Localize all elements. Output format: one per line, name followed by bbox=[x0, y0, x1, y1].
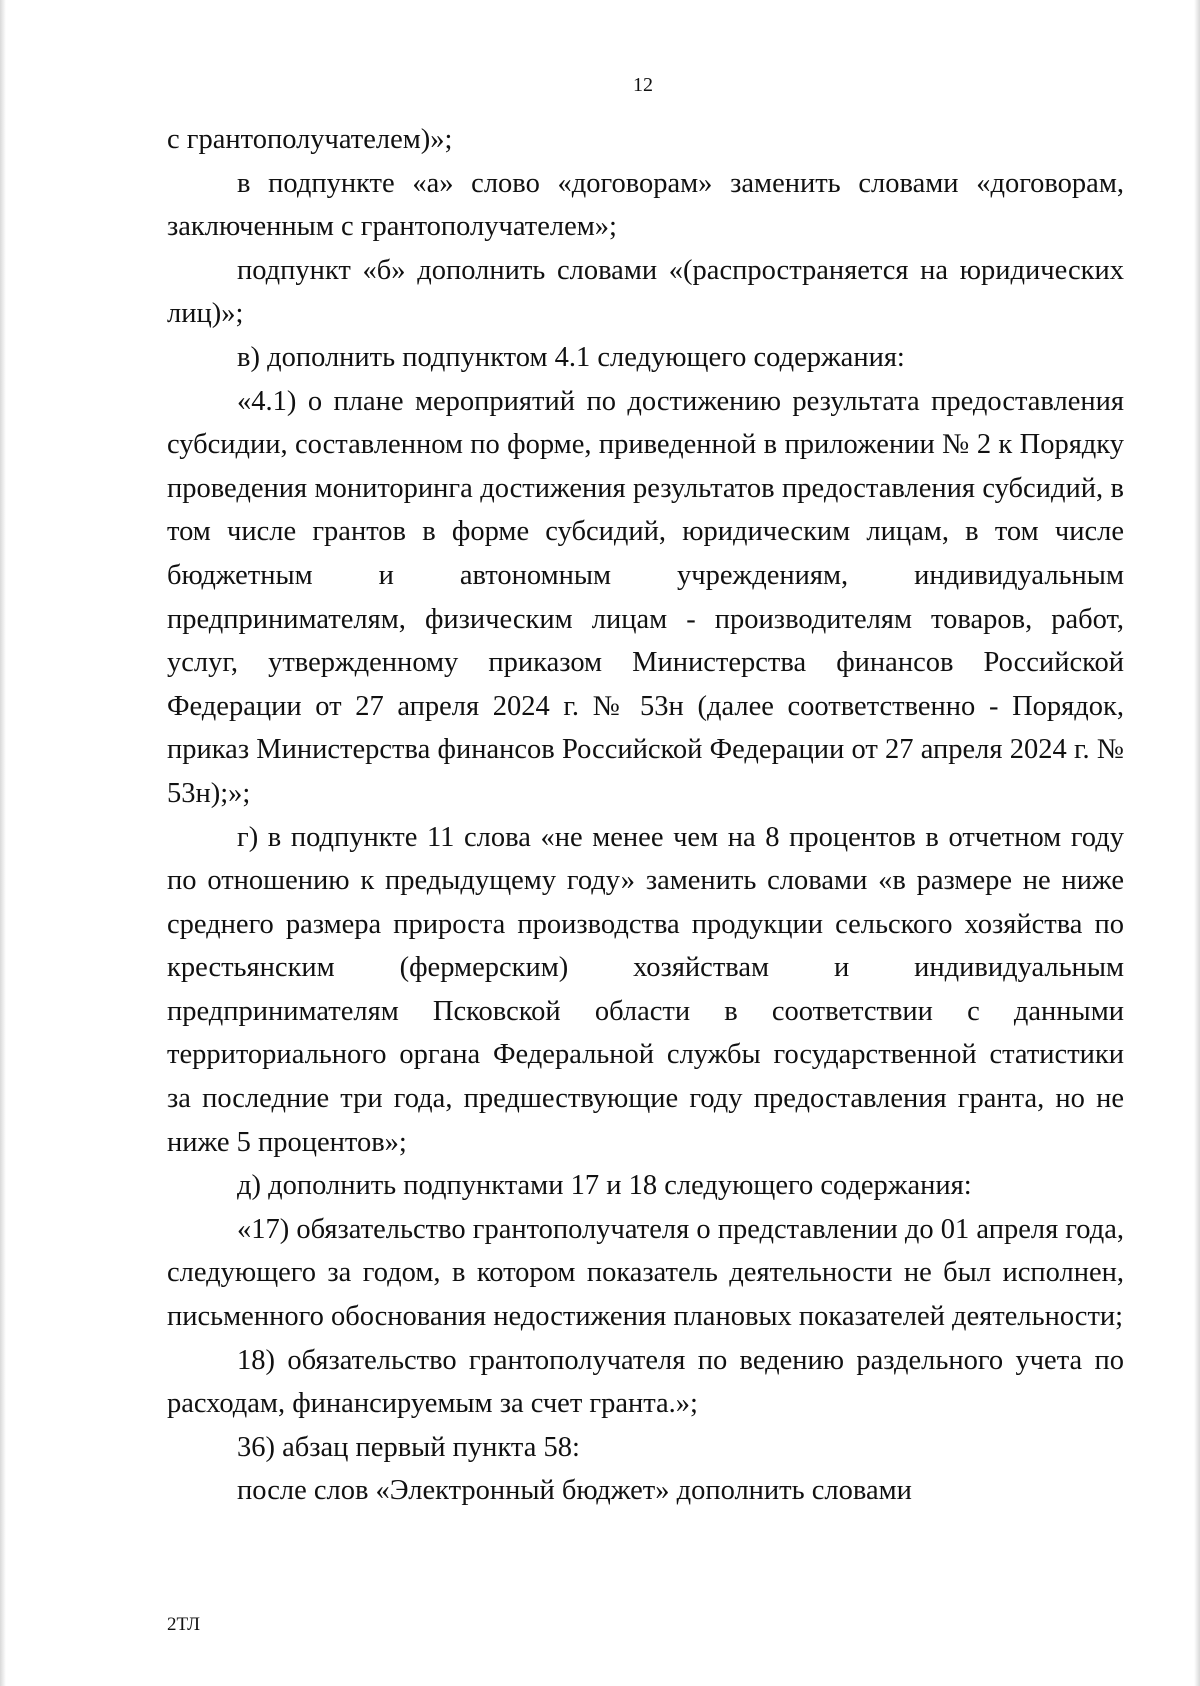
footer-code: 2ТЛ bbox=[167, 1614, 201, 1635]
paragraph: 36) абзац первый пункта 58: bbox=[237, 1431, 580, 1463]
paragraph: после слов «Электронный бюджет» дополнить словами bbox=[237, 1475, 912, 1507]
paragraph: подпункт «б» дополнить словами «(распространяется на юридических лиц)»; bbox=[167, 254, 1124, 330]
paragraph: д) дополнить подпунктами 17 и 18 следующего содержания: bbox=[237, 1170, 972, 1202]
paragraph: в) дополнить подпунктом 4.1 следующего содержания: bbox=[237, 341, 905, 373]
scan-edge-left bbox=[0, 0, 6, 1686]
paragraph: с грантополучателем)»; bbox=[167, 124, 453, 155]
paragraph: в подпункте «а» слово «договорам» заменить словами «договорам, заключенным с грантополучателем»; bbox=[167, 167, 1124, 243]
page-number: 12 bbox=[633, 74, 653, 96]
scan-edge-right bbox=[1194, 0, 1200, 1686]
paragraph: «17) обязательство грантополучателя о представлении до 01 апреля года, следующего за годом, в котором показатель деятельности не был исполнен, письменного обоснования недостижения плановых показателей деятельности; bbox=[167, 1213, 1124, 1333]
document-body bbox=[167, 118, 1124, 1513]
paragraph: «4.1) о плане мероприятий по достижению результата предоставления субсидии, составленном по форме, приведенной в приложении № 2 к Порядку проведения мониторинга достижения результатов предоставления субсидий, в том числе грантов в форме субсидий, юридическим лицам, в том числе бюджетным и автономным учреждениям, индивидуальным предпринимателям, физическим лицам - производителям товаров, работ, услуг, утвержденному приказом Министерства финансов Российской Федерации от 27 апреля 2024 г. № 53н (далее соответственно - Порядок, приказ Министерства финансов Российской Федерации от 27 апреля 2024 г. № 53н);»; bbox=[167, 385, 1124, 809]
paragraph: 18) обязательство грантополучателя по ведению раздельного учета по расходам, финансируемым за счет гранта.»; bbox=[167, 1344, 1124, 1420]
paragraph: г) в подпункте 11 слова «не менее чем на 8 процентов в отчетном году по отношению к предыдущему году» заменить словами «в размере не ниже среднего размера прироста производства продукции сельского хозяйства по крестьянским (фермерским) хозяйствам и индивидуальным предпринимателям Псковской области в соответствии с данными территориального органа Федеральной службы государственной статистики за последние три года, предшествующие году предоставления гранта, но не ниже 5 процентов»; bbox=[167, 821, 1124, 1158]
